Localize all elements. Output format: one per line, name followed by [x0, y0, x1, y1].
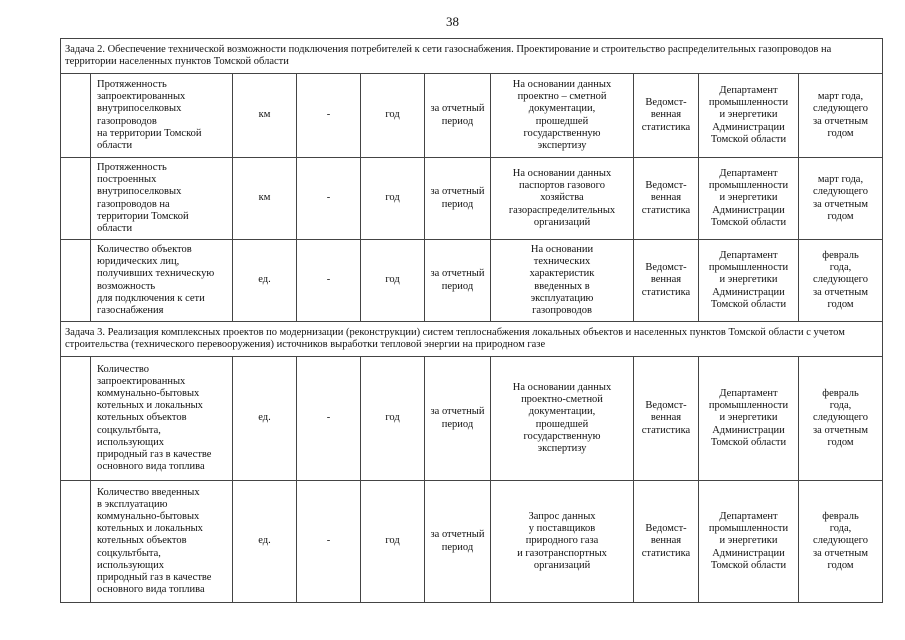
indicator-cell: Протяженность построенных внутрипоселковых газопроводов на территории Томской области: [91, 158, 233, 240]
deadline-cell: февраль года, следующего за отчетным годом: [799, 481, 883, 603]
indicator-cell: Количество объектов юридических лиц, получивших техническую возможность для подключения к сети газоснабжения: [91, 240, 233, 322]
unit-cell: ед.: [233, 481, 297, 603]
dash-cell: -: [297, 357, 361, 481]
source-cell: Ведомст- венная статистика: [634, 158, 699, 240]
method-cell: На основании данных проектно – сметной документации, прошедшей государственную экспертизу: [491, 74, 634, 158]
dash-cell: -: [297, 158, 361, 240]
number-cell: [61, 158, 91, 240]
period-cell: год: [361, 158, 425, 240]
unit-cell: ед.: [233, 240, 297, 322]
report-period-cell: за отчетный период: [425, 74, 491, 158]
period-cell: год: [361, 357, 425, 481]
responsible-cell: Департамент промышленности и энергетики Администрации Томской области: [699, 357, 799, 481]
report-period-cell: за отчетный период: [425, 481, 491, 603]
task-2-title: Задача 2. Обеспечение технической возможности подключения потребителей к сети газоснабжения. Проектирование и строительство распределительных газопроводов на территории населенных пунктов Томской области: [61, 39, 883, 74]
source-cell: Ведомст- венная статистика: [634, 240, 699, 322]
task-3-header-row: [61, 322, 883, 357]
deadline-cell: март года, следующего за отчетным годом: [799, 74, 883, 158]
number-cell: [61, 74, 91, 158]
report-period-cell: за отчетный период: [425, 158, 491, 240]
source-cell: Ведомст- венная статистика: [634, 357, 699, 481]
table-row: [61, 357, 883, 481]
source-cell: Ведомст- венная статистика: [634, 481, 699, 603]
table-row: [61, 240, 883, 322]
page-number: 38: [446, 14, 459, 29]
method-cell: На основании данных проектно-сметной документации, прошедшей государственную экспертизу: [491, 357, 634, 481]
deadline-cell: февраль года, следующего за отчетным годом: [799, 240, 883, 322]
dash-cell: -: [297, 74, 361, 158]
indicator-cell: Количество запроектированных коммунально-бытовых котельных и локальных котельных объектов соцкультбыта, использующих природный газ в качестве основного вида топлива: [91, 357, 233, 481]
number-cell: [61, 481, 91, 603]
method-cell: На основании данных паспортов газового хозяйства газораспределительных организаций: [491, 158, 634, 240]
indicator-cell: Протяженность запроектированных внутрипоселковых газопроводов на территории Томской области: [91, 74, 233, 158]
table-row: [61, 481, 883, 603]
source-cell: Ведомст- венная статистика: [634, 74, 699, 158]
number-cell: [61, 240, 91, 322]
dash-cell: -: [297, 240, 361, 322]
method-cell: На основании технических характеристик введенных в эксплуатацию газопроводов: [491, 240, 634, 322]
number-cell: [61, 357, 91, 481]
deadline-cell: февраль года, следующего за отчетным годом: [799, 357, 883, 481]
responsible-cell: Департамент промышленности и энергетики Администрации Томской области: [699, 481, 799, 603]
responsible-cell: Департамент промышленности и энергетики Администрации Томской области: [699, 74, 799, 158]
period-cell: год: [361, 481, 425, 603]
period-cell: год: [361, 240, 425, 322]
report-period-cell: за отчетный период: [425, 357, 491, 481]
period-cell: год: [361, 74, 425, 158]
responsible-cell: Департамент промышленности и энергетики Администрации Томской области: [699, 158, 799, 240]
unit-cell: км: [233, 158, 297, 240]
dash-cell: -: [297, 481, 361, 603]
task-2-header-row: [61, 39, 883, 74]
unit-cell: ед.: [233, 357, 297, 481]
table-row: [61, 158, 883, 240]
deadline-cell: март года, следующего за отчетным годом: [799, 158, 883, 240]
unit-cell: км: [233, 74, 297, 158]
task-3-title: Задача 3. Реализация комплексных проектов по модернизации (реконструкции) систем теплоснабжения локальных объектов и населенных пунктов Томской области с учетом строительства (технического перевооружения) источников выработки тепловой энергии на природном газе: [61, 322, 883, 357]
responsible-cell: Департамент промышленности и энергетики Администрации Томской области: [699, 240, 799, 322]
indicator-cell: Количество введенных в эксплуатацию коммунально-бытовых котельных и локальных котельных объектов соцкультбыта, использующих природный газ в качестве основного вида топлива: [91, 481, 233, 603]
method-cell: Запрос данных у поставщиков природного газа и газотранспортных организаций: [491, 481, 634, 603]
report-period-cell: за отчетный период: [425, 240, 491, 322]
indicators-table: [60, 38, 883, 603]
table-row: [61, 74, 883, 158]
